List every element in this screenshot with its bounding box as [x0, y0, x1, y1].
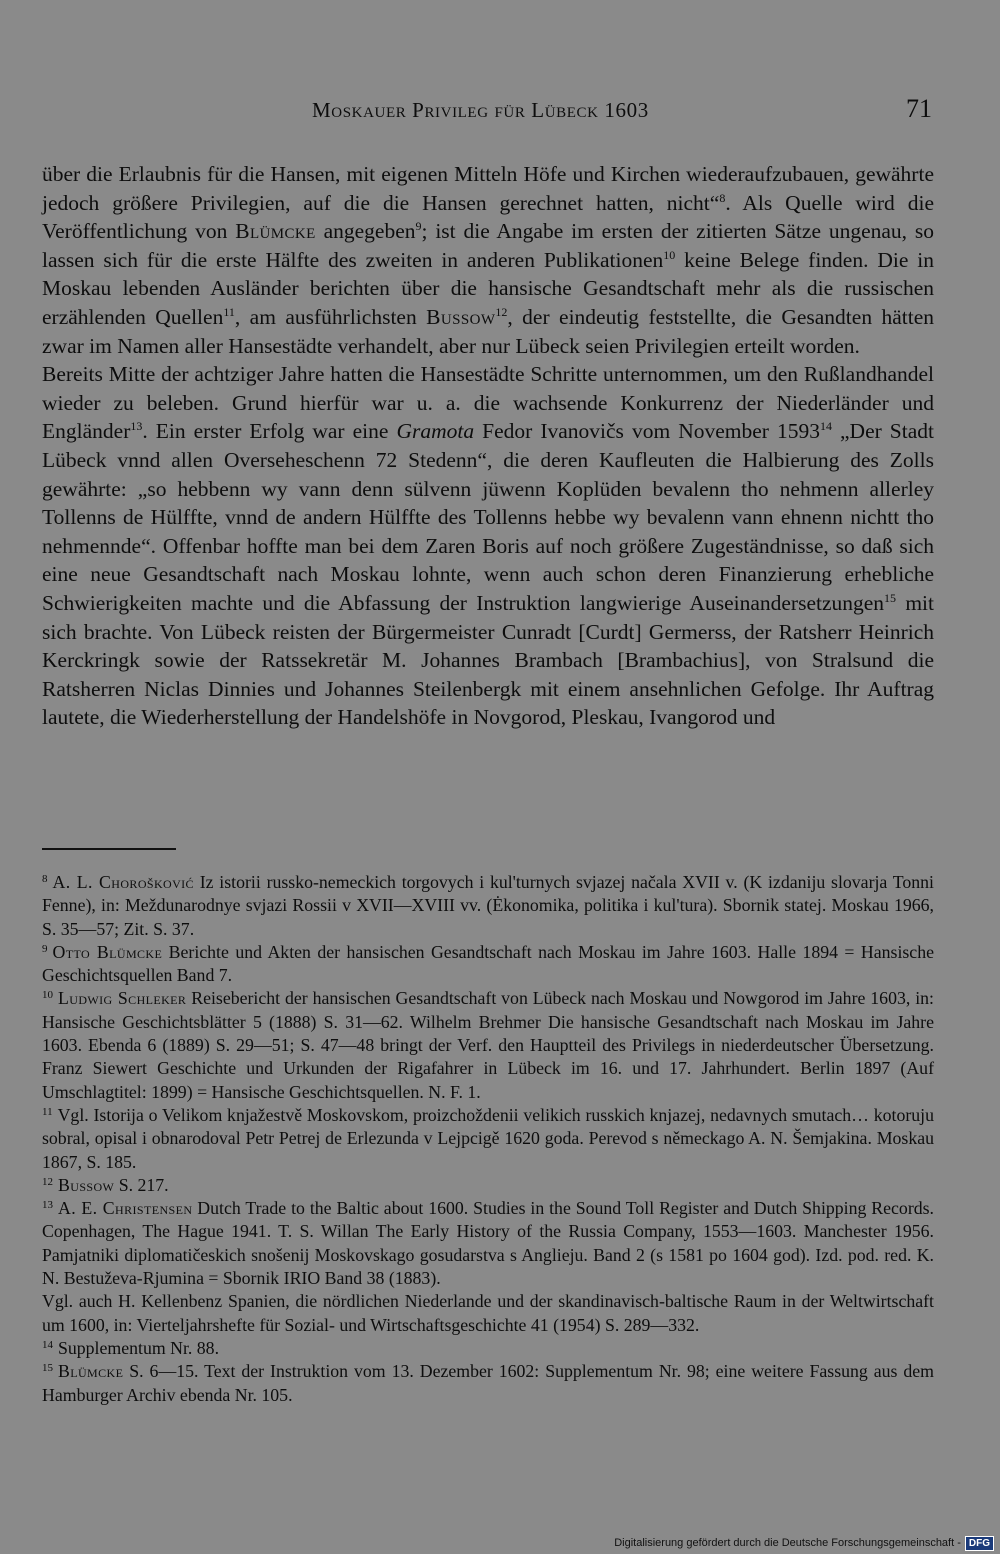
page-number: 71 — [906, 94, 932, 123]
footnote-mark: 10 — [42, 989, 53, 1002]
footnote-10 — [42, 987, 934, 1103]
paragraph-2: Bereits Mitte der achtziger Jahre hatten die Hansestädte Schritte unternommen, um den Rußlandhandel wieder zu beleben. Grund hierfür war u. a. die wachsende Konkurrenz der Niederländer und Engländer$^{13}$. Ein erster Erfolg war eine Gramota Fedor Ivanovičs vom November 1593$^{14}$ „Der Stadt Lübeck vnnd allen Overseheschenn 72 Stedenn“, die deren Kaufleuten die Halbierung des Zolls gewährte: „so hebbenn wy vann denn sülvenn jüwenn Koplüden bevalenn tho nehmenn allerley Tollenns de Hülffte, vnnd de andern Hülffte des Tollenns hebbe wy bevalenn vann ehnenn nichtt tho nehmennde“. Offenbar hoffte man bei dem Zaren Boris auf noch größere Zugeständnisse, so daß sich eine neue Gesandtschaft nach Moskau lohnte, wenn auch schon deren Finanzierung erhebliche Schwierigkeiten machte und die Abfassung der Instruktion langwierige Auseinandersetzungen$^{15}$ mit sich brachte. Von Lübeck reisten der Bürgermeister Cunradt [Curdt] Germerss, der Ratsherr Heinrich Kerckringk sowie der Ratssekretär M. Johannes Brambach [Brambachius], von Stralsund die Ratsherren Niclas Dinnies und Johannes Steilenbergk mit einem ansehnlichen Gefolge. Ihr Auftrag lautete, die Wiederherstellung der Handelshöfe in Novgorod, Pleskau, Ivangorod und — [42, 362, 935, 730]
footnote-ref-13[interactable]: 13 — [130, 419, 143, 434]
footnote-author: Blümcke — [58, 1361, 124, 1382]
footnote-cont — [42, 1290, 934, 1337]
footnote-ref-10[interactable]: 10 — [663, 247, 676, 262]
footnote-author: A. L. Chorošković — [52, 872, 194, 892]
footnote-15 — [42, 1360, 934, 1407]
footnote-text: Vgl. Istorija o Velikom knjažestvě Moskovskom, proizchoždenii velikich russkich knjazej, nedavnych smutach… kotoruju sobral, opisal i obnarodoval Petr Petrej de Erlezunda v Lejpcigě 1620 goda. Perevod s německago A. N. Šemjakina. Moskau 1867, S. 185. — [42, 1104, 934, 1172]
footnote-author: A. E. Christensen — [58, 1198, 193, 1219]
footnote-text: S. 217. — [114, 1174, 169, 1195]
footnote-mark: 8 — [42, 873, 48, 885]
footnote-mark: 9 — [42, 942, 48, 955]
footnote-ref-11[interactable]: 11 — [223, 304, 235, 319]
footnote-text: S. 6—15. Text der Instruktion vom 13. Dezember 1602: Supplementum Nr. 98; eine weitere Fassung aus dem Hamburger Archiv ebenda Nr. 105. — [42, 1361, 934, 1405]
footnote-ref-9[interactable]: 9 — [415, 219, 422, 234]
footnotes — [42, 871, 934, 1407]
footnote-text: Supplementum Nr. 88. — [58, 1337, 220, 1358]
footnote-text: Dutch Trade to the Baltic about 1600. Studies in the Sound Toll Register and Dutch Shipping Records. Copenhagen, The Hague 1941. T. S. Willan The Early History of the Russia Company, 1553—1603. Manchester 1956. Pamjatniki diplomatičeskich snošenij Moskovskago gosudarstva s Anglieju. Band 2 (s 1581 po 1604 god). Izd. pod. red. K. N. Bestuževa-Rjumina = Sbornik IRIO Band 38 (1883). — [42, 1198, 935, 1289]
footnote-author: Bussow — [58, 1174, 115, 1195]
footnote-9 — [42, 941, 934, 988]
footnote-author: Otto Blümcke — [52, 941, 163, 962]
running-title: Moskauer Privileg für Lübeck 1603 — [312, 98, 649, 122]
footnote-mark: 11 — [42, 1105, 53, 1118]
footnote-text: Berichte und Akten der hansischen Gesandtschaft nach Moskau im Jahre 1603. Halle 1894 = Hansische Geschichtsquellen Band 7. — [42, 941, 934, 986]
footnote-mark: 15 — [42, 1362, 53, 1375]
footnote-ref-15[interactable]: 15 — [884, 590, 897, 605]
footnote-ref-8[interactable]: 8 — [719, 190, 726, 205]
footnote-text: Vgl. auch H. Kellenbenz Spanien, die nördlichen Niederlande und der skandinavisch-baltische Raum in der Weltwirtschaft um 1600, in: Vierteljahrshefte für Sozial- und Wirtschaftsgeschichte 41 (1954) S. 289—332. — [42, 1291, 934, 1335]
footnote-mark: 12 — [42, 1175, 53, 1188]
footnote-ref-14[interactable]: 14 — [819, 419, 832, 434]
footnote-text: Iz istorii russko-nemeckich torgovych i kul'turnych svjazej načala XVII v. (K izdaniju slovarja Tonni Fenne), in: Meždunarodnye svjazi Rossii v XVII—XVIII vv. (Ėkonomika, politika i kul'tura). Sbornik statej. Moskau 1966, S. 35—57; Zit. S. 37. — [42, 872, 934, 939]
paragraph-1: über die Erlaubnis für die Hansen, mit eigenen Mitteln Höfe und Kirchen wiederaufzubauen, gewährte jedoch größere Privilegien, auf die die Hansen gerechnet hatten, nicht“$^8$. Als Quelle wird die Veröffentlichung von Blümcke angegeben$^9$; ist die Angabe im ersten der zitierten Sätze ungenau, so lassen sich für die erste Hälfte des zweiten in anderen Publikationen$^{10}$ keine Belege finden. Die in Moskau lebenden Ausländer berichten über die hansische Gesandtschaft mehr als die russischen erzählenden Quellen$^{11}$, am ausführlichsten Bussow$^{12}$, der eindeutig feststellte, die Gesandten hätten zwar im Namen aller Hansestädte verhandelt, aber nur Lübeck seien Privilegien erteilt worden. — [42, 162, 935, 358]
footer-credit — [614, 1534, 994, 1552]
footnote-13 — [42, 1197, 934, 1290]
footnote-ref-12[interactable]: 12 — [495, 304, 508, 319]
footnote-text: Reisebericht der hansischen Gesandtschaft von Lübeck nach Moskau und Nowgorod im Jahre 1603, in: Hansische Geschichtsblätter 5 (1888) S. 31—62. Wilhelm Brehmer Die hansische Gesandtschaft nach Moskau im Jahre 1603. Ebenda 6 (1889) S. 29—51; S. 47—48 bringt der Verf. den Hauptteil des Privilegs in niederdeutscher Übersetzung. Franz Siewert Geschichte und Urkunden der Rigafahrer in Lübeck im 16. und 17. Jahrhundert. Berlin 1897 (Auf Umschlagtitel: 1899) = Hansische Geschichtsquellen. N. F. 1. — [42, 988, 934, 1102]
footnote-14 — [42, 1337, 934, 1360]
footnote-mark: 13 — [42, 1199, 53, 1212]
footnote-mark: 14 — [42, 1338, 53, 1351]
page-header — [0, 94, 1000, 138]
footnote-12 — [42, 1174, 934, 1197]
footnote-11 — [42, 1104, 934, 1174]
footnote-8 — [42, 871, 934, 941]
footnote-divider — [42, 848, 176, 850]
digitization-credit: Digitalisierung gefördert durch die Deutsche Forschungsgemeinschaft - — [614, 1537, 961, 1549]
body-text — [42, 160, 934, 732]
dfg-logo-icon: DFG — [965, 1536, 994, 1551]
footnote-author: Ludwig Schleker — [58, 988, 187, 1009]
